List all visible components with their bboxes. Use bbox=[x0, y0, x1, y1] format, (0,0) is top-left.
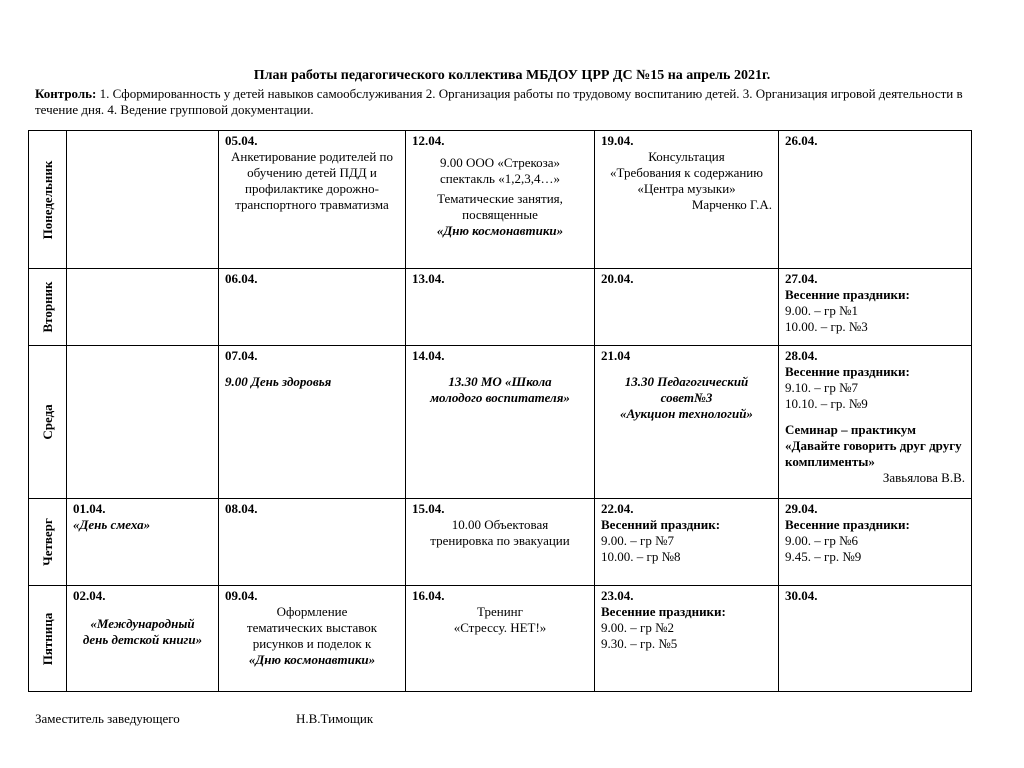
cell-thu-01 bbox=[67, 499, 219, 586]
event-line: 9.10. – гр №7 bbox=[785, 380, 858, 395]
event-author: Завьялова В.В. bbox=[882, 470, 965, 485]
cell-fri-30 bbox=[779, 586, 972, 692]
event-line: тематических выставок bbox=[246, 620, 378, 635]
cell-wed-14 bbox=[406, 346, 595, 499]
row-friday bbox=[29, 586, 972, 692]
date-label: 06.04. bbox=[225, 271, 258, 286]
cell-mon-19 bbox=[595, 131, 779, 269]
event-line: 9.00 ООО «Стрекоза» bbox=[439, 155, 561, 170]
date-label: 19.04. bbox=[601, 133, 634, 148]
date-label: 23.04. bbox=[601, 588, 634, 603]
control-label: Контроль: bbox=[35, 86, 97, 101]
date-label: 30.04. bbox=[785, 588, 818, 603]
seminar-text: Семинар – практикум «Давайте говорить друг другу комплименты» bbox=[785, 422, 962, 469]
event-line: 10.00. – гр. №3 bbox=[785, 319, 868, 334]
event-line: 13.30 МО «Школа bbox=[448, 374, 552, 389]
cell-tue-06 bbox=[219, 269, 406, 346]
footer-name: Н.В.Тимощик bbox=[296, 711, 374, 726]
event-line: 10.00 Объектовая bbox=[451, 517, 549, 532]
date-label: 26.04. bbox=[785, 133, 818, 148]
cell-wed-07 bbox=[219, 346, 406, 499]
footer-position: Заместитель заведующего bbox=[35, 711, 180, 726]
day-label-tuesday: Вторник bbox=[29, 269, 67, 346]
date-label: 28.04. bbox=[785, 348, 818, 363]
event-line: 9.00. – гр №6 bbox=[785, 533, 858, 548]
cell-mon-12 bbox=[406, 131, 595, 269]
cell-fri-23 bbox=[595, 586, 779, 692]
cell-thu-08 bbox=[219, 499, 406, 586]
event-line: 9.00. – гр №1 bbox=[785, 303, 858, 318]
date-label: 13.04. bbox=[412, 271, 445, 286]
event-line: «Стрессу. НЕТ!» bbox=[453, 620, 547, 635]
cell-tue-20 bbox=[595, 269, 779, 346]
date-label: 15.04. bbox=[412, 501, 445, 516]
event-heading: Весенние праздники: bbox=[785, 364, 910, 379]
event-line: 10.10. – гр. №9 bbox=[785, 396, 868, 411]
cell-fri-02 bbox=[67, 586, 219, 692]
cell-tue-c1 bbox=[67, 269, 219, 346]
date-label: 16.04. bbox=[412, 588, 445, 603]
day-label-wednesday: Среда bbox=[29, 346, 67, 499]
row-thursday bbox=[29, 499, 972, 586]
event-line: 9.00. – гр №7 bbox=[601, 533, 674, 548]
day-label-monday: Понедельник bbox=[29, 131, 67, 269]
event-heading: Весенний праздник: bbox=[601, 517, 721, 532]
event-line: 9.45. – гр. №9 bbox=[785, 549, 862, 564]
event-line: Консультация bbox=[648, 149, 725, 164]
event-line: 10.00. – гр №8 bbox=[601, 549, 681, 564]
date-label: 12.04. bbox=[412, 133, 445, 148]
event-line: 9.00. – гр №2 bbox=[601, 620, 674, 635]
event-line: Оформление bbox=[276, 604, 348, 619]
event-line: «Требования к содержанию bbox=[610, 165, 763, 180]
date-label: 02.04. bbox=[73, 588, 106, 603]
document-title: План работы педагогического коллектива МБДОУ ЦРР ДС №15 на апрель 2021г. bbox=[253, 68, 771, 83]
date-label: 27.04. bbox=[785, 271, 818, 286]
event-heading: Весенние праздники: bbox=[785, 287, 910, 302]
date-label: 29.04. bbox=[785, 501, 818, 516]
date-label: 22.04. bbox=[601, 501, 634, 516]
event-line: спектакль «1,2,3,4…» bbox=[440, 171, 560, 186]
cell-wed-21 bbox=[595, 346, 779, 499]
event-author: Марченко Г.А. bbox=[691, 197, 772, 212]
event-line: «Дню космонавтики» bbox=[436, 223, 564, 238]
event-heading: Весенние праздники: bbox=[785, 517, 910, 532]
event-line: «Центра музыки» bbox=[637, 181, 736, 196]
event-line: «Дню космонавтики» bbox=[248, 652, 376, 667]
event-line: рисунков и поделок к bbox=[252, 636, 372, 651]
cell-wed-c1 bbox=[67, 346, 219, 499]
cell-mon-26 bbox=[779, 131, 972, 269]
event-line: Тематические занятия, посвященные bbox=[437, 191, 563, 222]
cell-thu-22 bbox=[595, 499, 779, 586]
cell-fri-16 bbox=[406, 586, 595, 692]
date-label: 14.04. bbox=[412, 348, 445, 363]
event-line: совет№3 bbox=[660, 390, 713, 405]
cell-fri-09 bbox=[219, 586, 406, 692]
cell-thu-29 bbox=[779, 499, 972, 586]
date-label: 07.04. bbox=[225, 348, 258, 363]
cell-mon-05 bbox=[219, 131, 406, 269]
event-text: «День смеха» bbox=[73, 517, 151, 532]
event-line: «Аукцион технологий» bbox=[620, 406, 753, 421]
date-label: 01.04. bbox=[73, 501, 106, 516]
event-text: Анкетирование родителей по обучению детей ПДД и профилактике дорожно-транспортного травматизма bbox=[231, 149, 393, 212]
cell-mon-c1 bbox=[67, 131, 219, 269]
row-tuesday bbox=[29, 269, 972, 346]
control-paragraph bbox=[35, 86, 985, 118]
event-line: «Международный bbox=[90, 616, 195, 631]
control-text: 1. Сформированность у детей навыков самообслуживания 2. Организация работы по трудовому воспитанию детей. 3. Организация игровой деятельности в течение дня. 4. Ведение групповой документации. bbox=[35, 86, 963, 117]
date-label: 05.04. bbox=[225, 133, 258, 148]
event-line: 13.30 Педагогический bbox=[624, 374, 749, 389]
day-label-friday: Пятница bbox=[29, 586, 67, 692]
date-label: 21.04 bbox=[601, 348, 631, 363]
row-monday bbox=[29, 131, 972, 269]
row-wednesday bbox=[29, 346, 972, 499]
date-label: 08.04. bbox=[225, 501, 258, 516]
cell-wed-28 bbox=[779, 346, 972, 499]
event-line: молодого воспитателя» bbox=[430, 390, 570, 405]
cell-tue-13 bbox=[406, 269, 595, 346]
event-text: 9.00 День здоровья bbox=[225, 374, 332, 389]
day-label-thursday: Четверг bbox=[29, 499, 67, 586]
date-label: 20.04. bbox=[601, 271, 634, 286]
cell-thu-15 bbox=[406, 499, 595, 586]
schedule-table bbox=[28, 130, 972, 692]
event-line: 9.30. – гр. №5 bbox=[601, 636, 678, 651]
event-line: Тренинг bbox=[477, 604, 523, 619]
cell-tue-27 bbox=[779, 269, 972, 346]
event-line: тренировка по эвакуации bbox=[430, 533, 570, 548]
event-heading: Весенние праздники: bbox=[601, 604, 726, 619]
date-label: 09.04. bbox=[225, 588, 258, 603]
event-line: день детской книги» bbox=[82, 632, 203, 647]
